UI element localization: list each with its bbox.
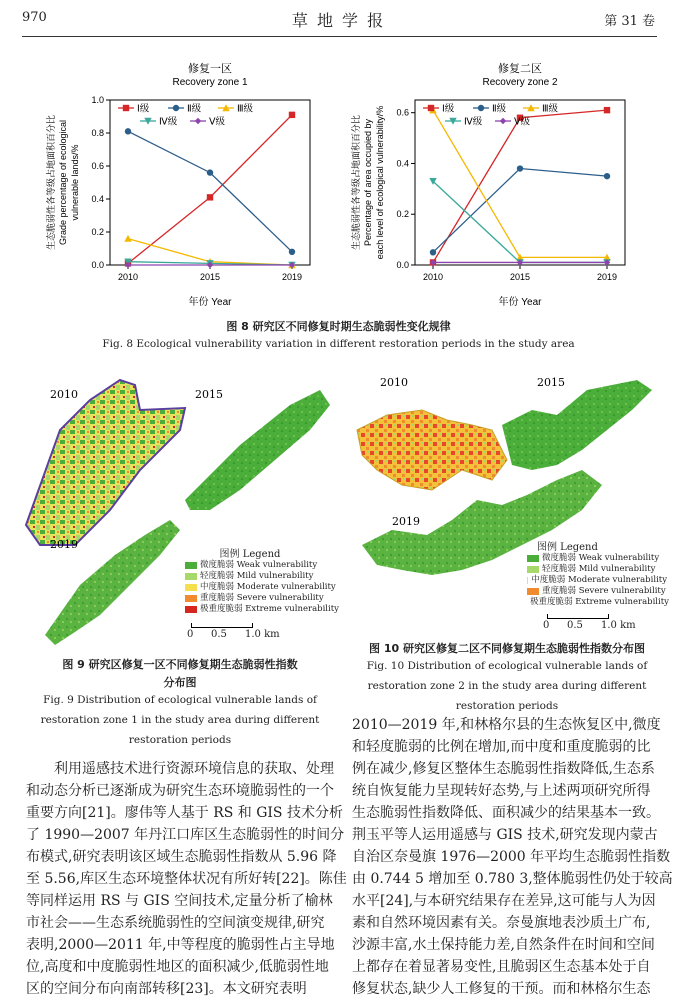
- legend-swatch: [527, 577, 528, 584]
- chart-zone1-svg: [40, 60, 330, 310]
- text-line: 和动态分析已逐渐成为研究生态环境脆弱性的一个: [26, 783, 334, 799]
- legend-swatch: [185, 595, 197, 602]
- text-line: 表明,2000—2011 年,中等程度的脆弱性占主导地: [26, 937, 335, 953]
- text-line: 水平[24],与本研究结果存在差异,这可能与人为因: [352, 893, 656, 909]
- data-point: [430, 249, 436, 255]
- text-line: 位,高度和中度脆弱性地区的面积减少,低脆弱性地: [26, 959, 329, 975]
- legend-item: [527, 564, 667, 575]
- legend-item: [185, 582, 345, 593]
- zone1-2010-map: [26, 380, 185, 545]
- data-point: [289, 249, 295, 255]
- scale-end: 1.0 km: [601, 620, 636, 631]
- x-tick-label: 2015: [509, 272, 531, 282]
- scale-mid: 0.5: [211, 629, 227, 640]
- y-axis-label: 生态脆弱性各等级占地面积百分比: [46, 114, 56, 251]
- data-point: [125, 128, 131, 134]
- fig9-maps: [20, 370, 340, 650]
- legend-item: [527, 597, 667, 608]
- fig9-caption-en-1: Fig. 9 Distribution of ecological vulnerable lands of: [43, 694, 317, 706]
- legend-swatch: [527, 555, 539, 562]
- legend-label: 重度脆弱 Severe vulnerability: [200, 593, 324, 603]
- text-line: 等同样运用 RS 与 GIS 空间技术,定量分析了榆林: [26, 893, 333, 909]
- legend-label: Ⅱ级: [492, 103, 507, 115]
- y-axis-label: each level of ecological vulnerability/%: [375, 105, 385, 260]
- y-tick-label: 0.0: [91, 260, 104, 270]
- chart-title: 修复二区: [498, 63, 542, 75]
- legend-label: Ⅰ级: [137, 103, 150, 115]
- x-tick-label: 2019: [281, 272, 303, 282]
- legend-label: Ⅴ级: [209, 116, 225, 128]
- data-point: [604, 107, 610, 113]
- legend-item: [185, 560, 345, 571]
- text-line: 荆玉平等人运用遥感与 GIS 技术,研究发现内蒙古: [352, 827, 658, 843]
- series-line-0: [433, 110, 607, 262]
- legend-label: Ⅲ级: [237, 103, 254, 115]
- text-line: 重要方向[21]。廖伟等人基于 RS 和 GIS 技术分析: [26, 805, 343, 821]
- data-point: [124, 235, 131, 242]
- y-tick-label: 0.2: [396, 209, 409, 220]
- series-line-1: [128, 131, 292, 251]
- legend-label: 微度脆弱 Weak vulnerability: [542, 553, 660, 563]
- y-axis-label: 生态脆弱性各等级占地面积百分比: [351, 114, 361, 251]
- data-point: [289, 112, 295, 118]
- legend-item: [185, 571, 345, 582]
- legend-label: 轻度脆弱 Mild vulnerability: [542, 564, 656, 574]
- fig9-legend-title: 图例 Legend: [219, 549, 281, 560]
- page-number: 970: [22, 10, 47, 25]
- legend-swatch: [185, 573, 197, 580]
- text-line: 由 0.744 5 增加至 0.780 3,整体脆弱性仍处于较高: [352, 871, 673, 887]
- legend-label: 极重度脆弱 Extreme vulnerability: [200, 604, 339, 614]
- y-tick-label: 1.0: [91, 95, 104, 105]
- x-tick-label: 2010: [117, 272, 139, 282]
- fig8-caption-en: Fig. 8 Ecological vulnerability variation in different restoration periods in the study area: [102, 338, 575, 350]
- scale-0: 0: [543, 620, 550, 631]
- legend-label: Ⅳ级: [464, 116, 483, 128]
- legend-marker: [173, 105, 179, 111]
- chart-subtitle: Recovery zone 1: [172, 77, 248, 88]
- y-tick-label: 0.0: [396, 260, 409, 270]
- fig10-caption-en-1: Fig. 10 Distribution of ecological vulnerable lands of: [366, 660, 648, 672]
- legend-item: [527, 575, 667, 586]
- legend-label: Ⅲ级: [542, 103, 559, 115]
- legend-marker: [500, 118, 506, 124]
- text-line: 和轻度脆弱的比例在增加,而中度和重度脆弱的比: [352, 739, 651, 755]
- fig10-scale-bar: [527, 614, 667, 638]
- legend-label: 中度脆弱 Moderate vulnerability: [200, 582, 336, 592]
- chart-title: 修复一区: [188, 63, 232, 75]
- fig9-legend: [185, 545, 345, 647]
- legend-label: Ⅰ级: [442, 103, 455, 115]
- fig9-caption-zh-1: 图 9 研究区修复一区不同修复期生态脆弱性指数: [62, 658, 298, 671]
- x-tick-label: 2010: [422, 272, 444, 282]
- fig10-caption-en-3: restoration periods: [455, 700, 559, 712]
- legend-label: 微度脆弱 Weak vulnerability: [200, 560, 318, 570]
- text-line: 至 5.56,库区生态环境整体状况有所好转[22]。陈佳: [26, 871, 347, 887]
- legend-label: Ⅱ级: [187, 103, 202, 115]
- text-line: 例在减少,修复区整体生态脆弱性指数降低,生态系: [352, 761, 655, 777]
- text-line: 生态脆弱性指数降低、面积减少的结果基本一致。: [352, 805, 660, 821]
- right-column-text: [352, 714, 673, 1000]
- fig10-caption-en-2: restoration zone 2 in the study area during different: [367, 680, 647, 692]
- text-line: 布模式,研究表明该区域生态脆弱性指数从 5.96 降: [26, 849, 337, 865]
- fig10-legend-title: 图例 Legend: [537, 542, 598, 553]
- legend-marker: [123, 105, 129, 111]
- fig10-year-1: 2015: [537, 376, 565, 389]
- text-line: 市社会——生态系统脆弱性的空间演变规律,研究: [26, 915, 325, 931]
- fig9-legend-items: [185, 560, 345, 615]
- text-line: 素和自然环境因素有关。奈曼旗地表沙质土广布,: [352, 915, 651, 931]
- volume-label: 第 31 卷: [604, 14, 655, 29]
- fig9-year-1: 2015: [195, 388, 223, 401]
- fig10-year-0: 2010: [380, 376, 408, 389]
- fig9-caption-zh-2: 分布图: [163, 676, 197, 689]
- x-tick-label: 2019: [596, 272, 618, 282]
- fig9-scale-bar: [185, 623, 345, 647]
- legend-swatch: [185, 584, 197, 591]
- legend-marker: [195, 118, 201, 124]
- legend-label: Ⅴ级: [514, 116, 530, 128]
- legend-swatch: [185, 562, 197, 569]
- x-tick-label: 2015: [199, 272, 221, 282]
- fig10-maps: [352, 370, 669, 631]
- fig8-chart-zone1: [40, 60, 330, 310]
- series-line-0: [128, 115, 292, 264]
- data-point: [517, 165, 523, 171]
- zone2-2010-map: [357, 410, 507, 490]
- text-line: 修复状态,缺少人工修复的干预。而和林格尔生态: [352, 981, 651, 997]
- header-rule: [22, 36, 657, 37]
- data-point: [604, 173, 610, 179]
- scale-0: 0: [187, 629, 194, 640]
- chart-zone2-svg: [345, 60, 645, 310]
- data-point: [207, 194, 213, 200]
- legend-label: Ⅳ级: [159, 116, 178, 128]
- y-tick-label: 0.4: [396, 158, 409, 169]
- fig9-caption-en-3: restoration periods: [128, 734, 232, 746]
- series-line-1: [433, 169, 607, 253]
- text-line: 统自恢复能力呈现转好态势,与上述两项研究所得: [352, 783, 651, 799]
- series-line-2: [433, 110, 607, 257]
- x-axis-label: 年份 Year: [498, 297, 542, 308]
- y-axis-label: Grade percentage of ecological: [58, 119, 68, 246]
- legend-label: 重度脆弱 Severe vulnerability: [542, 586, 666, 596]
- y-tick-label: 0.6: [91, 161, 104, 171]
- y-tick-label: 0.6: [396, 107, 409, 118]
- legend-swatch: [185, 606, 197, 613]
- legend-label: 轻度脆弱 Mild vulnerability: [200, 571, 314, 581]
- y-axis-label: Percentage of area occupied by: [363, 118, 373, 247]
- fig10-legend: [527, 538, 667, 638]
- text-line: 区的空间分布向南部转移[23]。本文研究表明: [26, 981, 307, 997]
- legend-label: 极重度脆弱 Extreme vulnerability: [530, 597, 669, 607]
- legend-item: [527, 553, 667, 564]
- zone2-2015-map: [502, 380, 652, 470]
- scale-mid: 0.5: [567, 620, 583, 631]
- series-line-3: [433, 181, 607, 262]
- legend-swatch: [527, 588, 539, 595]
- chart-subtitle: Recovery zone 2: [482, 77, 558, 88]
- y-tick-label: 0.2: [91, 227, 104, 237]
- journal-title: 草 地 学 报: [291, 11, 386, 30]
- legend-item: [527, 586, 667, 597]
- text-line: 自治区奈曼旗 1976—2000 年平均生态脆弱性指数: [352, 849, 671, 865]
- legend-marker: [428, 105, 434, 111]
- fig8-chart-zone2: [345, 60, 645, 310]
- legend-swatch: [527, 566, 539, 573]
- fig9-caption-en-2: restoration zone 1 in the study area during different: [40, 714, 320, 726]
- text-line: 沙源丰富,水土保持能力差,自然条件在时间和空间: [352, 937, 655, 953]
- legend-item: [185, 604, 345, 615]
- text-line: 了 1990—2007 年丹江口库区生态脆弱性的时间分: [26, 827, 345, 843]
- data-point: [207, 169, 213, 175]
- fig10-caption-zh: 图 10 研究区修复二区不同修复期生态脆弱性指数分布图: [369, 642, 645, 655]
- fig9-year-2: 2019: [50, 538, 78, 551]
- text-line: 利用遥感技术进行资源环境信息的获取、处理: [54, 761, 334, 777]
- fig8-caption-zh: 图 8 研究区不同修复时期生态脆弱性变化规律: [226, 320, 451, 333]
- y-axis-label: vulnerable lands/%: [70, 144, 80, 221]
- legend-item: [185, 593, 345, 604]
- left-column-text: [26, 758, 347, 1000]
- fig9-year-0: 2010: [50, 388, 78, 401]
- zone1-2015-map: [185, 390, 330, 510]
- y-tick-label: 0.4: [91, 194, 104, 204]
- x-axis-label: 年份 Year: [188, 297, 232, 308]
- scale-end: 1.0 km: [245, 629, 280, 640]
- text-line: 2010—2019 年,和林格尔县的生态恢复区中,微度: [352, 717, 661, 733]
- legend-label: 中度脆弱 Moderate vulnerability: [531, 575, 667, 585]
- fig10-legend-items: [527, 553, 667, 608]
- legend-marker: [478, 105, 484, 111]
- y-tick-label: 0.8: [91, 128, 104, 138]
- fig10-year-2: 2019: [392, 515, 420, 528]
- text-line: 上都存在着显著易变性,且脆弱区生态基本处于自: [352, 959, 651, 975]
